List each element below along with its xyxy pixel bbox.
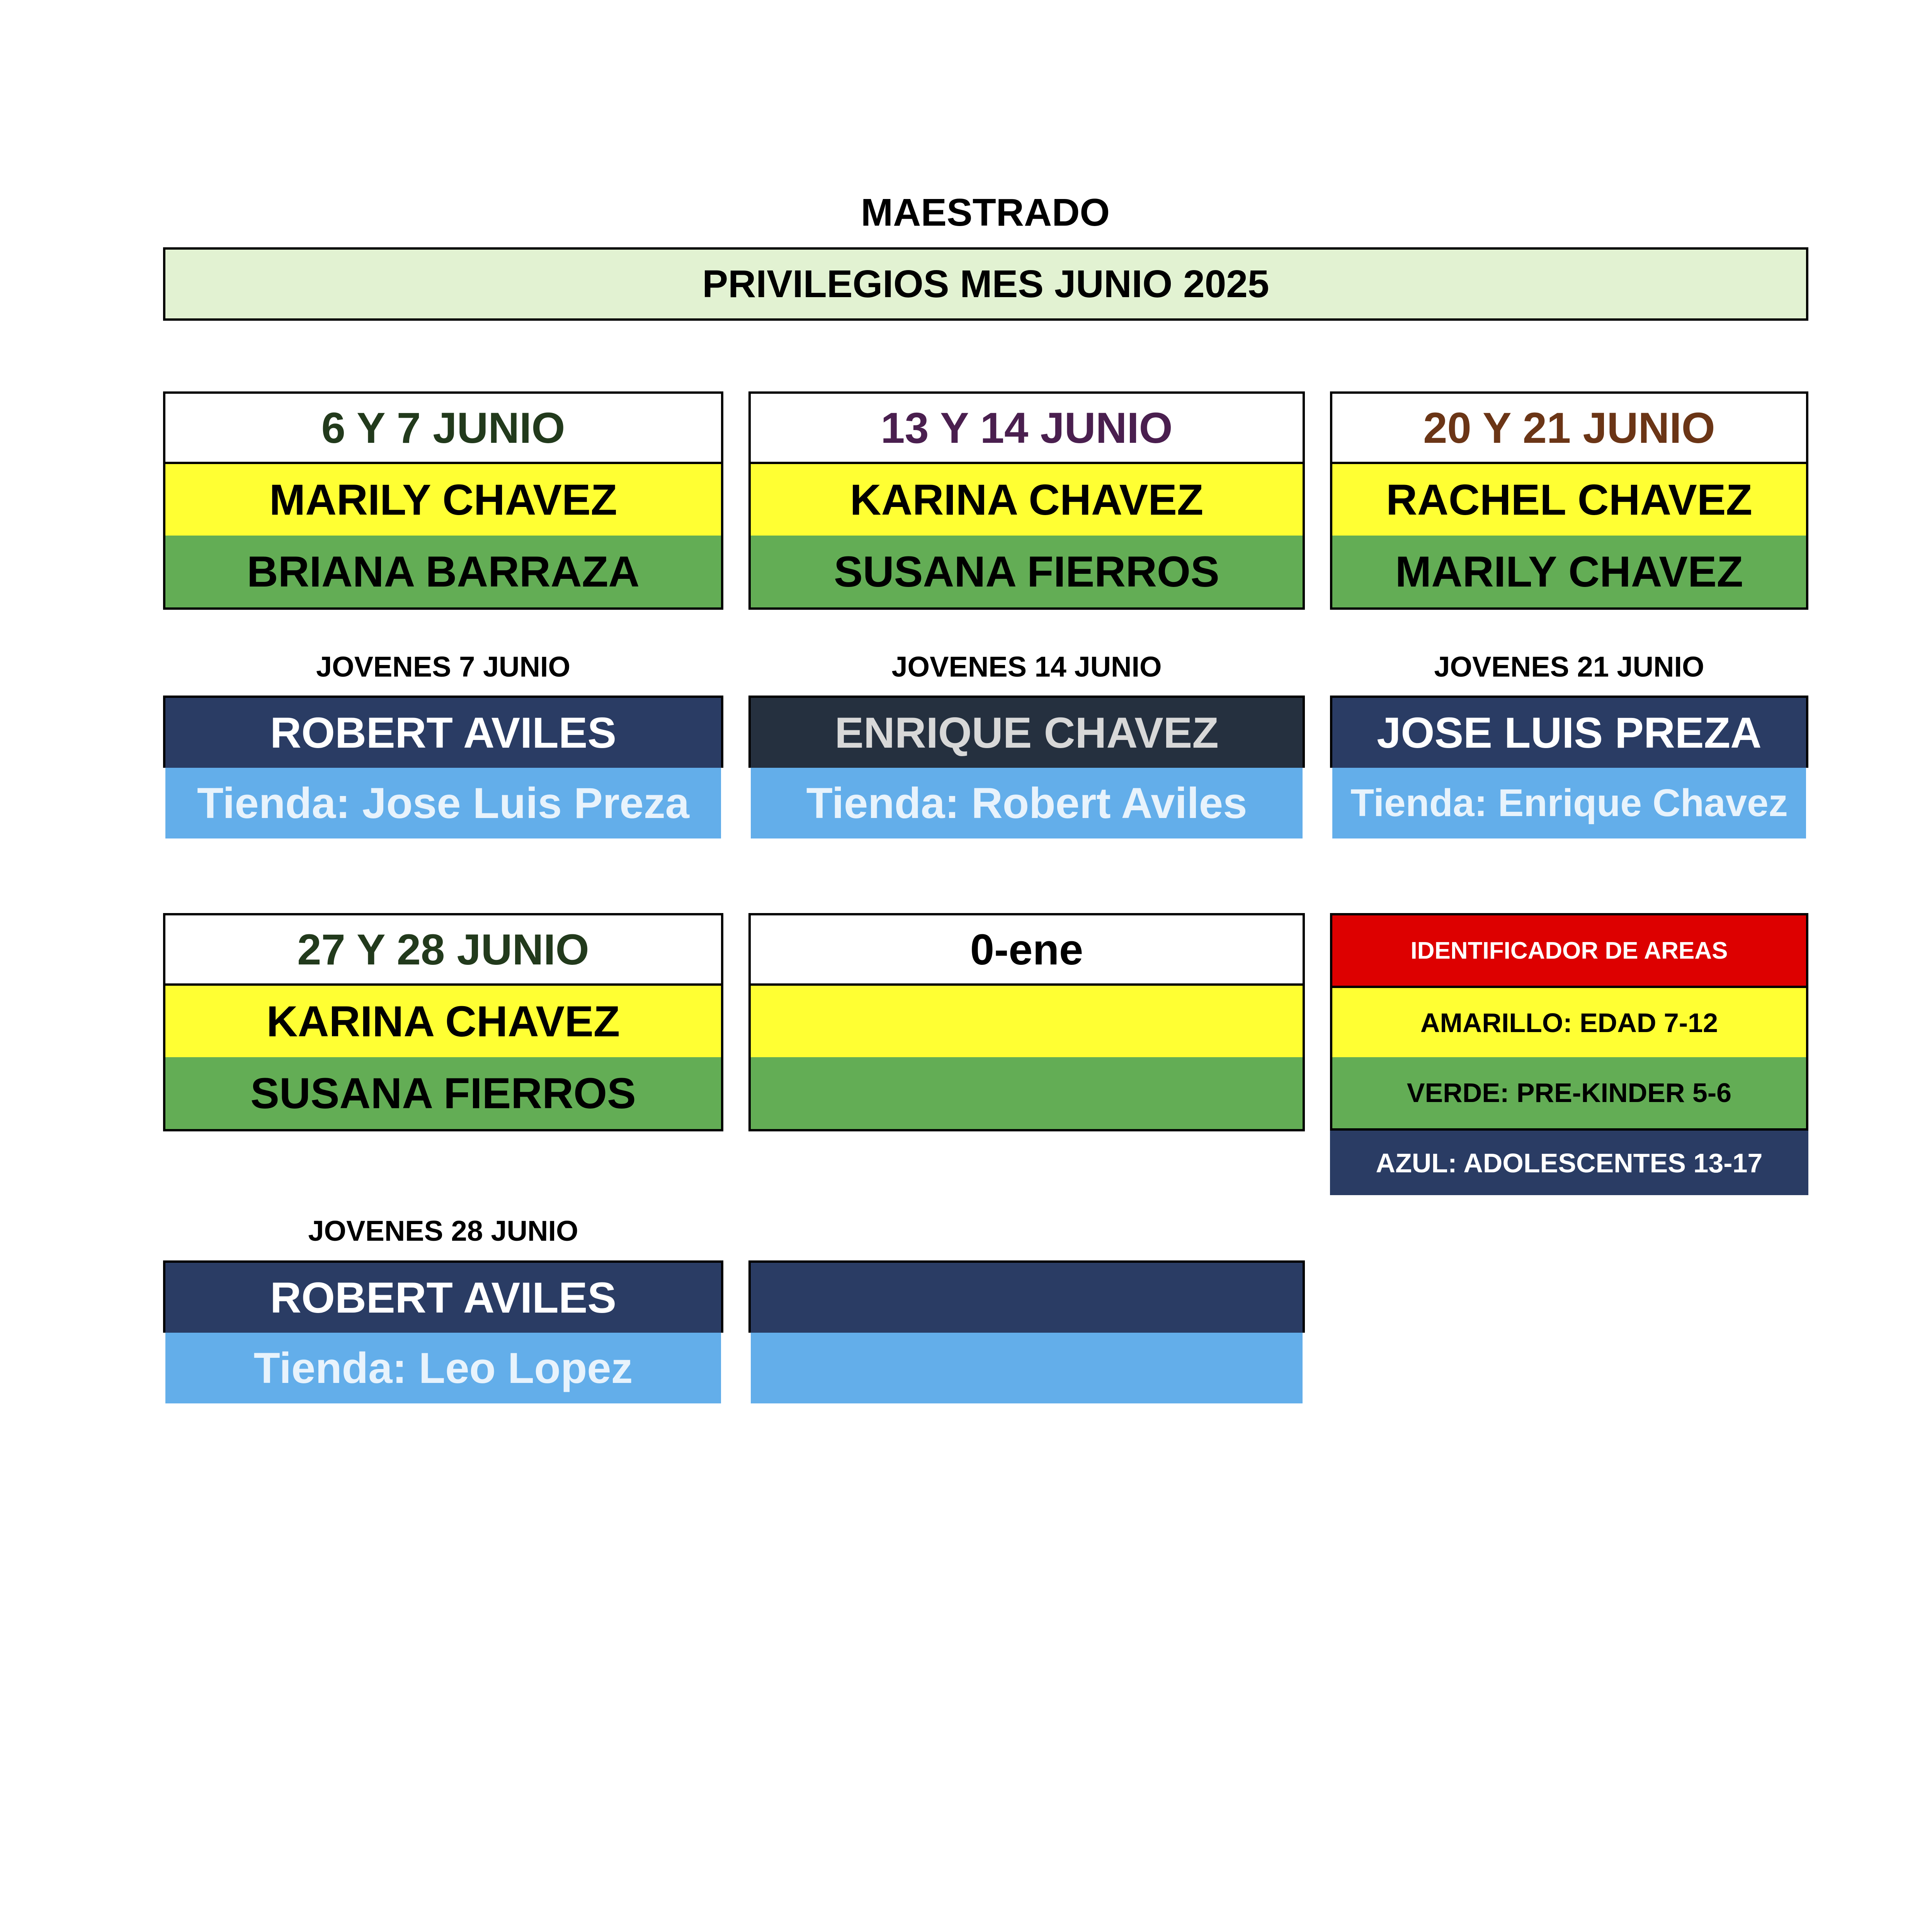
page-title: MAESTRADO — [861, 190, 1110, 234]
week-green-name — [751, 1057, 1303, 1129]
jovenes-name: ENRIQUE CHAVEZ — [748, 696, 1305, 768]
jovenes-name: ROBERT AVILES — [163, 696, 723, 768]
week-block-2 — [748, 391, 1305, 610]
legend-yellow: AMARILLO: EDAD 7-12 — [1330, 986, 1808, 1057]
week-date: 27 Y 28 JUNIO — [165, 915, 721, 986]
week-green-name: MARILY CHAVEZ — [1332, 536, 1806, 607]
week-green-name: BRIANA BARRAZA — [165, 536, 721, 607]
week-green-name: SUSANA FIERROS — [751, 536, 1303, 607]
jovenes-label: JOVENES 28 JUNIO — [308, 1214, 578, 1247]
jovenes-label: JOVENES 21 JUNIO — [1434, 650, 1704, 683]
jovenes-name: JOSE LUIS PREZA — [1330, 696, 1808, 768]
jovenes-label: JOVENES 7 JUNIO — [316, 650, 570, 683]
week-block-5 — [748, 913, 1305, 1131]
week-yellow-name — [751, 986, 1303, 1057]
jovenes-tienda: Tienda: Jose Luis Preza — [165, 768, 721, 838]
week-block-1 — [163, 391, 723, 610]
week-date: 0-ene — [751, 915, 1303, 986]
week-yellow-name: MARILY CHAVEZ — [165, 464, 721, 536]
week-block-4 — [163, 913, 723, 1131]
week-date: 6 Y 7 JUNIO — [165, 394, 721, 464]
week-date: 13 Y 14 JUNIO — [751, 394, 1303, 464]
page-subtitle-band: PRIVILEGIOS MES JUNIO 2025 — [163, 247, 1808, 321]
week-yellow-name: KARINA CHAVEZ — [751, 464, 1303, 536]
area-legend — [1330, 913, 1808, 1195]
jovenes-tienda — [751, 1333, 1303, 1403]
jovenes-tienda: Tienda: Leo Lopez — [165, 1333, 721, 1403]
legend-title: IDENTIFICADOR DE AREAS — [1330, 913, 1808, 986]
week-green-name: SUSANA FIERROS — [165, 1057, 721, 1129]
legend-blue: AZUL: ADOLESCENTES 13-17 — [1330, 1131, 1808, 1195]
legend-green: VERDE: PRE-KINDER 5-6 — [1330, 1057, 1808, 1131]
week-date: 20 Y 21 JUNIO — [1332, 394, 1806, 464]
jovenes-tienda: Tienda: Enrique Chavez — [1332, 768, 1806, 838]
jovenes-name: ROBERT AVILES — [163, 1260, 723, 1333]
jovenes-tienda: Tienda: Robert Aviles — [751, 768, 1303, 838]
jovenes-label: JOVENES 14 JUNIO — [891, 650, 1162, 683]
week-yellow-name: KARINA CHAVEZ — [165, 986, 721, 1057]
week-block-3 — [1330, 391, 1808, 610]
week-yellow-name: RACHEL CHAVEZ — [1332, 464, 1806, 536]
jovenes-name — [748, 1260, 1305, 1333]
